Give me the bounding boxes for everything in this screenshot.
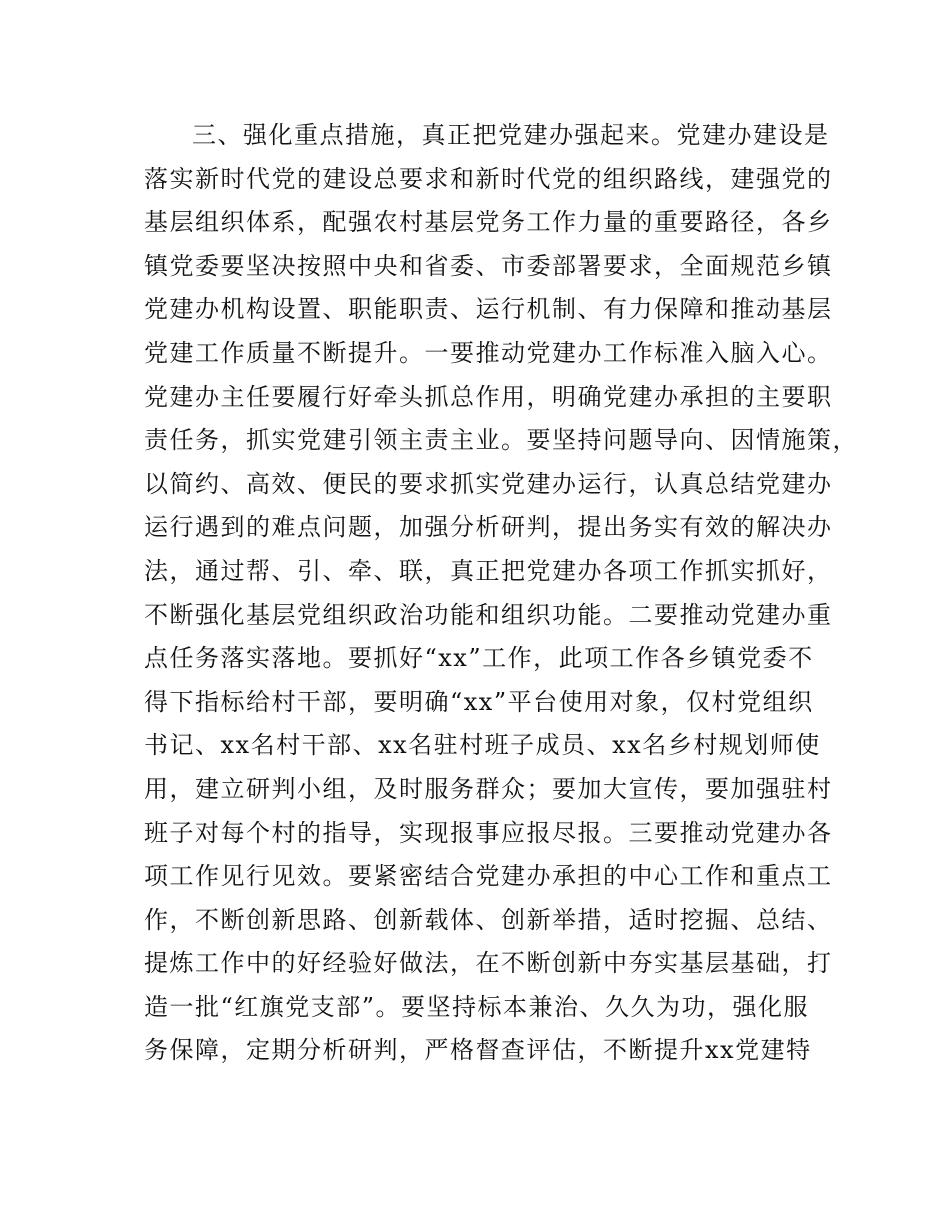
text-line: 提炼工作中的好经验好做法，在不断创新中夯实基层基础，打 [144, 949, 833, 978]
text-line: 三、强化重点措施，真正把党建办强起来。党建办建设是 [192, 121, 830, 149]
text-line: 得下指标给村干部，要明确“xx”平台使用对象，仅村党组织 [144, 687, 814, 716]
text-line: 运行遇到的难点问题，加强分析研判，提出务实有效的解决办 [144, 513, 833, 542]
text-line: 点任务落实落地。要抓好“xx”工作，此项工作各乡镇党委不 [144, 644, 814, 673]
text-line: 书记、xx名村干部、xx名驻村班子成员、xx名乡村规划师使 [144, 731, 821, 760]
text-line: 项工作见行见效。要紧密结合党建办承担的中心工作和重点工 [144, 862, 833, 891]
text-line: 用，建立研判小组，及时服务群众；要加大宣传，要加强驻村 [144, 774, 833, 803]
text-line: 作，不断创新思路、创新载体、创新举措，适时挖掘、总结、 [144, 905, 833, 934]
text-line: 责任务，抓实党建引领主责主业。要坚持问题导向、因情施策， [144, 426, 858, 455]
text-line: 党建办主任要履行好牵头抓总作用，明确党建办承担的主要职 [144, 382, 833, 411]
text-line: 以简约、高效、便民的要求抓实党建办运行，认真总结党建办 [144, 469, 833, 498]
text-line: 造一批“红旗党支部”。要坚持标本兼治、久久为功，强化服 [144, 992, 810, 1021]
text-line: 不断强化基层党组织政治功能和组织功能。二要推动党建办重 [144, 600, 833, 629]
text-line: 基层组织体系，配强农村基层党务工作力量的重要路径，各乡 [144, 208, 833, 237]
text-line: 班子对每个村的指导，实现报事应报尽报。三要推动党建办各 [144, 818, 833, 847]
body-paragraph [144, 114, 858, 1073]
text-line: 党建办机构设置、职能职责、运行机制、有力保障和推动基层 [144, 295, 833, 324]
text-line: 镇党委要坚决按照中央和省委、市委部署要求，全面规范乡镇 [144, 251, 833, 280]
text-line: 法，通过帮、引、牵、联，真正把党建办各项工作抓实抓好， [144, 556, 833, 585]
text-line: 务保障，定期分析研判，严格督查评估，不断提升xx党建特 [144, 1036, 812, 1065]
text-line: 落实新时代党的建设总要求和新时代党的组织路线，建强党的 [144, 164, 833, 193]
text-line: 党建工作质量不断提升。一要推动党建办工作标准入脑入心。 [144, 338, 833, 367]
